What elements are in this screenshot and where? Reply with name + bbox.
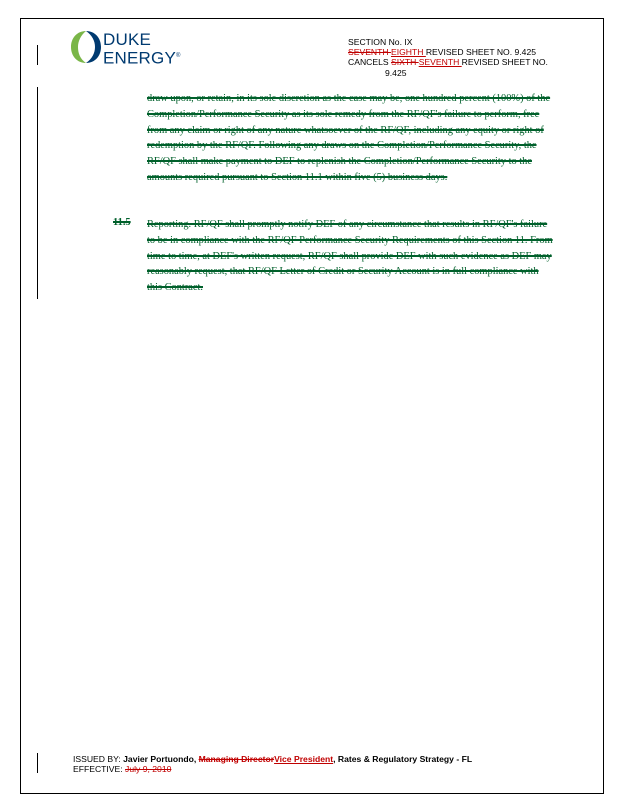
section-label: SECTION No. IX <box>348 37 413 47</box>
change-bar-footer <box>37 753 38 773</box>
issued-label: ISSUED BY: <box>73 754 124 764</box>
paragraph-continued: draw upon, or retain, in its sole discretion as the case may be, one hundred percent (100%) of the Completion/Performance Security as its sole remedy from the RF/QF's failure to perform, free from any claim or right of any nature whatsoever of the RF/QF, including any equity or right of redemption by the RF/QF. Following any draws on the Completion/Performance Security, the RF/QF shall make payment to DEF to replenish the Completion/Performance Security to the amounts required pursuant to Section 11.1 within five (5) business days. <box>147 93 551 183</box>
sheet-line <box>348 47 548 57</box>
title-rest: , Rates & Regulatory Strategy - FL <box>333 754 473 764</box>
sheet-header <box>348 37 548 78</box>
cancels-number: 9.425 <box>385 67 407 78</box>
logo-registered-mark: ® <box>176 53 181 59</box>
change-bar-header <box>37 45 38 65</box>
cancels-prefix: CANCELS <box>348 57 391 68</box>
sheet-deleted: SEVENTH <box>348 47 391 58</box>
footer <box>73 754 472 775</box>
logo-line-duke: DUKE <box>103 30 152 49</box>
duke-energy-logo-mark-icon <box>69 29 103 65</box>
change-bar-body <box>37 87 38 299</box>
effective-line <box>73 764 472 774</box>
title-inserted: Vice President <box>274 754 334 764</box>
document-page <box>20 18 604 794</box>
cancels-deleted: SIXTH <box>390 57 419 68</box>
logo-line-energy: ENERGY <box>103 48 176 68</box>
duke-energy-logo <box>69 27 199 71</box>
issued-name: Javier Portuondo, <box>123 754 199 764</box>
logo-wordmark <box>103 31 181 67</box>
effective-label: EFFECTIVE: <box>73 764 126 775</box>
issued-by-line <box>73 754 472 764</box>
paragraph-reporting: Reporting. RF/QF shall promptly notify DEF of any circumstance that results in RF/QF's failure to be in compliance with the RF/QF Performance Security Requirements of this Section 11. From time to time, at DEF's written request, RF/QF shall provide DEF with such evidence as DEF may reasonably request, that RF/QF Letter of Credit or Security Account is in full compliance with this Contract. <box>147 219 553 294</box>
section-number-11-5: 11.5 <box>113 217 131 228</box>
sheet-rest: REVISED SHEET NO. 9.425 <box>425 47 537 58</box>
title-deleted: Managing Director <box>198 754 275 764</box>
sheet-inserted: EIGHTH <box>390 47 426 58</box>
effective-deleted: July 9, 2010 <box>125 764 172 775</box>
cancels-rest: REVISED SHEET NO. <box>461 57 548 68</box>
cancels-inserted: SEVENTH <box>418 57 462 68</box>
cancels-line <box>348 57 548 67</box>
